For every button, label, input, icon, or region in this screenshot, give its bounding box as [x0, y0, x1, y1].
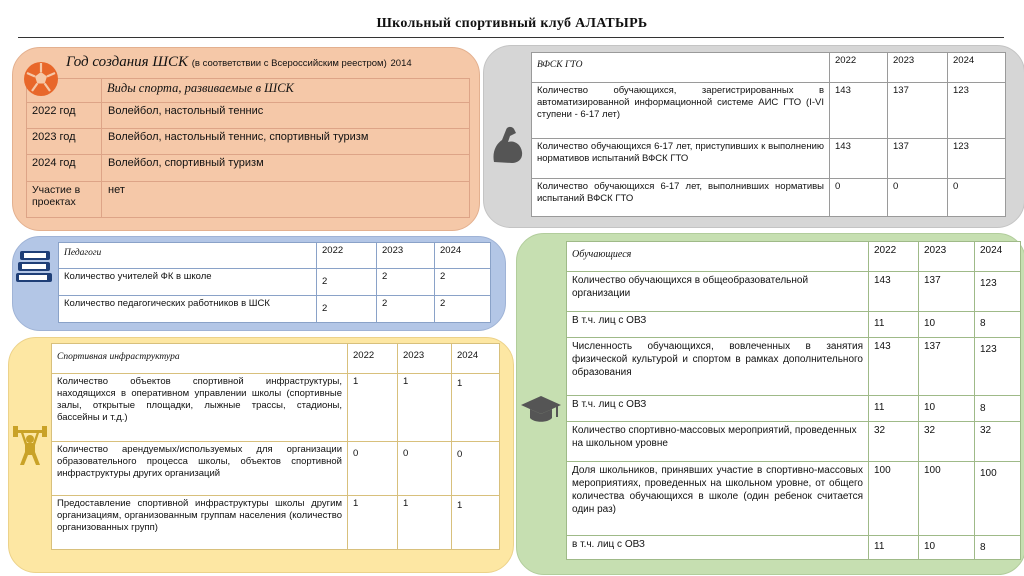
teachers-value: 2 — [317, 296, 377, 323]
students-value: 32 — [919, 422, 975, 462]
vfsk-value: 0 — [830, 179, 888, 217]
students-value: 11 — [869, 536, 919, 560]
page-title: Школьный спортивный клуб АЛАТЫРЬ — [376, 16, 648, 31]
students-value: 100 — [869, 462, 919, 536]
students-value: 143 — [869, 338, 919, 396]
students-row-label: В т.ч. лиц с ОВЗ — [567, 396, 869, 422]
students-value: 137 — [919, 338, 975, 396]
students-row-label: Численность обучающихся, вовлеченных в занятия физической культурой и спортом в рамках дополнительного образования — [567, 338, 869, 396]
infrastructure-value: 1 — [398, 496, 452, 550]
year-header: 2023 — [919, 242, 975, 272]
infrastructure-title: Спортивная инфраструктура — [52, 344, 348, 374]
students-value: 123 — [975, 338, 1021, 396]
students-value: 100 — [975, 462, 1021, 536]
year-block-heading: Год создания ШСК — [66, 54, 188, 70]
year-header: 2024 — [948, 53, 1006, 83]
year-header: 2022 — [317, 243, 377, 269]
students-value: 11 — [869, 396, 919, 422]
teachers-row-label: Количество педагогических работников в ШСК — [59, 296, 317, 323]
year-header: 2022 — [348, 344, 398, 374]
students-value: 10 — [919, 396, 975, 422]
infrastructure-value: 0 — [452, 442, 500, 496]
vfsk-table — [531, 52, 1006, 217]
infrastructure-value: 0 — [348, 442, 398, 496]
projects-label: Участие в проектах — [27, 182, 102, 218]
students-value: 8 — [975, 312, 1021, 338]
vfsk-value: 143 — [830, 83, 888, 139]
year-header: 2024 — [975, 242, 1021, 272]
vfsk-value: 137 — [888, 83, 948, 139]
students-value: 123 — [975, 272, 1021, 312]
vfsk-value: 137 — [888, 139, 948, 179]
students-value: 11 — [869, 312, 919, 338]
sports-year-value: Волейбол, спортивный туризм — [102, 155, 470, 182]
students-value: 10 — [919, 312, 975, 338]
students-value: 32 — [975, 422, 1021, 462]
sports-year-label: 2024 год — [27, 155, 102, 182]
infrastructure-value: 1 — [398, 374, 452, 442]
sports-table — [26, 78, 470, 218]
year-header: 2024 — [435, 243, 491, 269]
students-row-label: Количество обучающихся в общеобразовательной организации — [567, 272, 869, 312]
students-value: 32 — [869, 422, 919, 462]
year-header: 2023 — [398, 344, 452, 374]
sports-year-label: 2022 год — [27, 103, 102, 129]
vfsk-value: 123 — [948, 139, 1006, 179]
teachers-value: 2 — [317, 269, 377, 296]
year-header: 2023 — [888, 53, 948, 83]
vfsk-value: 123 — [948, 83, 1006, 139]
year-header: 2024 — [452, 344, 500, 374]
infrastructure-value: 1 — [348, 374, 398, 442]
students-value: 8 — [975, 536, 1021, 560]
students-row-label: В т.ч. лиц с ОВЗ — [567, 312, 869, 338]
teachers-row-label: Количество учителей ФК в школе — [59, 269, 317, 296]
students-title: Обучающиеся — [567, 242, 869, 272]
title-divider — [18, 37, 1004, 38]
teachers-value: 2 — [435, 296, 491, 323]
infrastructure-row-label: Количество арендуемых/используемых для организации образовательного процесса школы, объектов спортивной инфраструктуры других организаций — [52, 442, 348, 496]
infrastructure-value: 1 — [348, 496, 398, 550]
students-value: 10 — [919, 536, 975, 560]
year-block-year: 2014 — [390, 58, 412, 69]
graduation-cap-icon — [520, 394, 562, 426]
teachers-title: Педагоги — [59, 243, 317, 269]
teachers-value: 2 — [377, 269, 435, 296]
projects-value: нет — [102, 182, 470, 218]
vfsk-row-label: Количество обучающихся 6-17 лет, выполнивших нормативы испытаний ВФСК ГТО — [532, 179, 830, 217]
students-row-label: Количество спортивно-массовых мероприятий, проведенных на школьном уровне — [567, 422, 869, 462]
vfsk-value: 143 — [830, 139, 888, 179]
teachers-value: 2 — [435, 269, 491, 296]
sports-year-value: Волейбол, настольный теннис — [102, 103, 470, 129]
vfsk-title: ВФСК ГТО — [532, 53, 830, 83]
year-header: 2023 — [377, 243, 435, 269]
students-value: 8 — [975, 396, 1021, 422]
soccer-ball-icon — [22, 60, 60, 98]
vfsk-value: 0 — [948, 179, 1006, 217]
infrastructure-table — [51, 343, 500, 550]
students-value: 143 — [869, 272, 919, 312]
students-row-label: в т.ч. лиц с ОВЗ — [567, 536, 869, 560]
books-icon — [14, 245, 54, 285]
sports-year-value: Волейбол, настольный теннис, спортивный туризм — [102, 129, 470, 155]
infrastructure-row-label: Количество объектов спортивной инфраструктуры, находящихся в оперативном управлении школы (спортивные залы, открытые площадки, лыжные трассы, стадионы, бассейны и т.д.) — [52, 374, 348, 442]
vfsk-row-label: Количество обучающихся 6-17 лет, приступивших к выполнению нормативов испытаний ВФСК ГТО — [532, 139, 830, 179]
teachers-value: 2 — [377, 296, 435, 323]
sports-header: Виды спорта, развиваемые в ШСК — [102, 79, 470, 103]
infrastructure-value: 1 — [452, 496, 500, 550]
year-block-note: (в соответствии с Всероссийским реестром) — [191, 58, 387, 69]
infrastructure-value: 0 — [398, 442, 452, 496]
infrastructure-value: 1 — [452, 374, 500, 442]
vfsk-value: 0 — [888, 179, 948, 217]
students-table — [566, 241, 1021, 560]
flexed-arm-icon — [490, 124, 526, 166]
year-header: 2022 — [830, 53, 888, 83]
students-value: 100 — [919, 462, 975, 536]
year-block-title — [66, 54, 412, 71]
students-value: 137 — [919, 272, 975, 312]
year-header: 2022 — [869, 242, 919, 272]
vfsk-row-label: Количество обучающихся, зарегистрированных в автоматизированной информационной системе АИС ГТО (I-VI ступени - 6-17 лет) — [532, 83, 830, 139]
sports-year-label: 2023 год — [27, 129, 102, 155]
weightlifter-icon — [12, 425, 48, 467]
students-row-label: Доля школьников, принявших участие в спортивно-массовых мероприятиях, проведенных на школьном уровне, от общего количества обучающихся в школе (один ребенок считается один раз) — [567, 462, 869, 536]
teachers-table — [58, 242, 491, 323]
infrastructure-row-label: Предоставление спортивной инфраструктуры школы другим организациям, организованным группам населения (количество организованных групп) — [52, 496, 348, 550]
